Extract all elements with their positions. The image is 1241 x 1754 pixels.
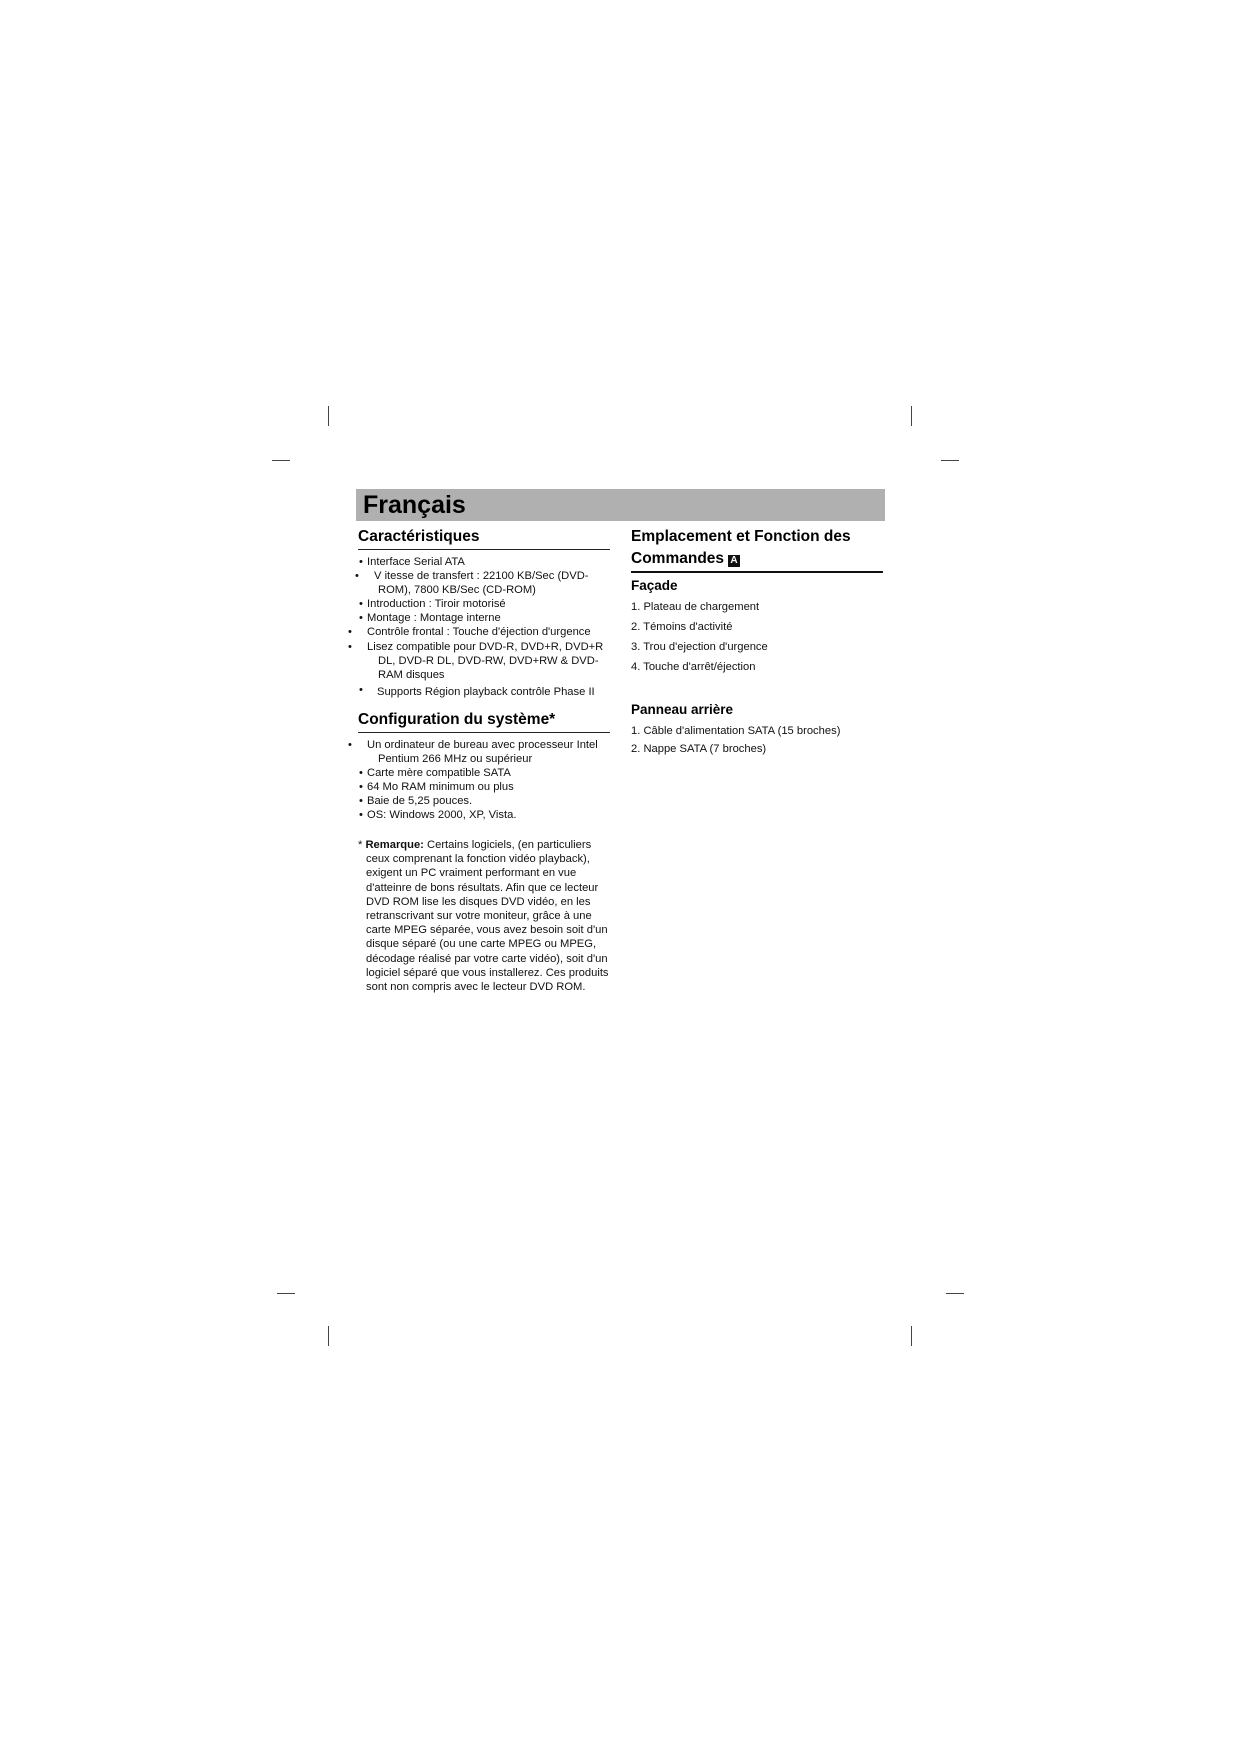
- front-panel-list: [631, 600, 883, 680]
- rear-panel-list: [631, 724, 883, 762]
- remark-note: * Remarque: Certains logiciels, (en particuliers ceux comprenant la fonction vidéo playback), exigent un PC vraiment performant en vue d'atteinre de bons résultats. Afin que ce lecteur DVD ROM lise les disques DVD vidéo, en les retranscrivant sur votre moniteur, grâce à une carte MPEG séparée, vous avez besoin soit d'un disque séparé (ou une carte MPEG ou MPEG, décodage réalisé par votre carte vidéo), soit d'un logiciel séparé que vous installerez. Ces produits sont non compris avec le lecteur DVD ROM.: [358, 839, 609, 994]
- left-column: [348, 526, 610, 994]
- list-item: • Montage : Montage interne: [359, 612, 501, 624]
- crop-mark-bottom-left: [328, 1326, 329, 1346]
- list-item: • 64 Mo RAM minimum ou plus: [359, 781, 514, 793]
- list-item: • Supports Région playback contrôle Phase II: [359, 684, 595, 698]
- remark-label: Remarque:: [365, 839, 424, 851]
- list-item: • OS: Windows 2000, XP, Vista.: [359, 809, 517, 821]
- list-item: • V itesse de transfert : 22100 KB/Sec (DVD-ROM), 7800 KB/Sec (CD-ROM): [355, 570, 589, 596]
- rear-panel-heading: Panneau arrière: [631, 702, 734, 717]
- list-item: • Contrôle frontal : Touche d'éjection d'urgence: [348, 626, 591, 638]
- list-item: 1. Câble d'alimentation SATA (15 broches): [631, 725, 841, 737]
- crop-mark-right-upper: [941, 460, 959, 461]
- language-title: Français: [363, 491, 466, 519]
- list-item: 2. Témoins d'activité: [631, 621, 733, 633]
- list-item: • Interface Serial ATA: [359, 556, 465, 568]
- crop-mark-right-lower: [946, 1293, 964, 1294]
- crop-mark-top-left: [328, 406, 329, 426]
- remark-text: Certains logiciels, (en particuliers ceux comprenant la fonction vidéo playback), exigent un PC vraiment performant en vue d'atteinre de bons résultats. Afin que ce lecteur DVD ROM lise les disques DVD vidéo, en les retranscrivant sur votre moniteur, grâce à une carte MPEG séparée, vous avez besoin soit d'un disque séparé (ou une carte MPEG ou MPEG, décodage réalisé par votre carte vidéo), soit d'un logiciel séparé que vous installerez. Ces produits sont non compris avec le lecteur DVD ROM.: [366, 839, 609, 994]
- figure-a-badge: A: [728, 555, 740, 567]
- system-list: [348, 738, 610, 822]
- right-column: [631, 526, 883, 762]
- crop-mark-left-upper: [272, 460, 290, 461]
- features-list: [348, 555, 610, 699]
- controls-heading: Emplacement et Fonction des Commandes A: [631, 526, 883, 573]
- list-item: • Lisez compatible pour DVD-R, DVD+R, DVD+R DL, DVD-R DL, DVD-RW, DVD+RW & DVD-RAM disques: [348, 641, 604, 681]
- system-heading: Configuration du système*: [358, 709, 610, 733]
- list-item: 2. Nappe SATA (7 broches): [631, 743, 767, 755]
- list-item: 4. Touche d'arrêt/éjection: [631, 661, 756, 673]
- front-panel-heading: Façade: [631, 578, 678, 593]
- crop-mark-left-lower: [277, 1293, 295, 1294]
- list-item: • Introduction : Tiroir motorisé: [359, 598, 506, 610]
- crop-mark-bottom-right: [911, 1326, 912, 1346]
- list-item: • Un ordinateur de bureau avec processeur Intel Pentium 266 MHz ou supérieur: [348, 739, 598, 765]
- language-banner: [356, 489, 885, 521]
- list-item: • Baie de 5,25 pouces.: [359, 795, 473, 807]
- features-heading: Caractéristiques: [358, 526, 610, 550]
- list-item: 3. Trou d'ejection d'urgence: [631, 641, 768, 653]
- list-item: 1. Plateau de chargement: [631, 601, 760, 613]
- list-item: • Carte mère compatible SATA: [359, 767, 511, 779]
- crop-mark-top-right: [911, 406, 912, 426]
